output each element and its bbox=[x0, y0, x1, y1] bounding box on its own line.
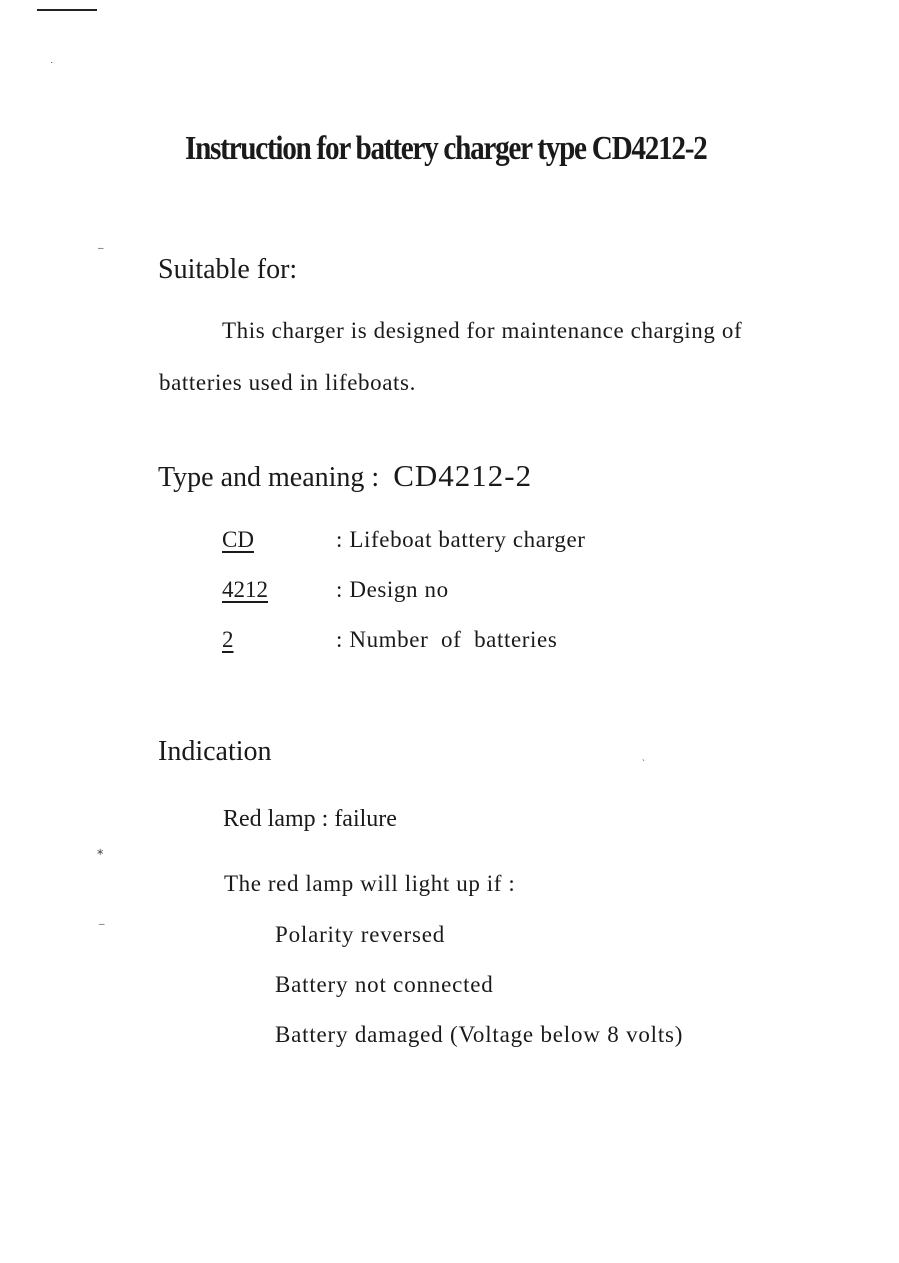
code-key-design: 4212 bbox=[222, 577, 268, 602]
code-key-batteries: 2 bbox=[222, 627, 234, 652]
code-separator: : bbox=[336, 527, 343, 552]
red-lamp-label: Red lamp : failure bbox=[223, 806, 397, 832]
code-meaning: Number of batteries bbox=[349, 627, 558, 652]
type-code: CD4212-2 bbox=[393, 458, 533, 493]
red-lamp-intro: The red lamp will light up if : bbox=[224, 871, 516, 896]
scan-speck: ‒ bbox=[99, 919, 105, 930]
suitable-text-line-2: batteries used in lifeboats. bbox=[159, 370, 416, 395]
code-key-cd: CD bbox=[222, 527, 254, 552]
code-value-batteries bbox=[336, 627, 557, 653]
code-separator: : bbox=[336, 577, 343, 602]
type-heading bbox=[158, 458, 532, 494]
condition-item: Battery damaged (Voltage below 8 volts) bbox=[275, 1022, 684, 1047]
scan-speck: ‒ bbox=[98, 243, 104, 254]
scan-speck: ․ bbox=[50, 55, 54, 66]
code-value-design bbox=[336, 577, 449, 603]
type-heading-label: Type and meaning : bbox=[158, 462, 380, 493]
code-meaning: Design no bbox=[349, 577, 449, 602]
code-meaning: Lifeboat battery charger bbox=[349, 527, 586, 552]
document-title: Instruction for battery charger type CD4212-2 bbox=[185, 130, 707, 167]
scan-edge-mark bbox=[37, 9, 97, 11]
indication-heading: Indication bbox=[158, 736, 272, 767]
code-separator: : bbox=[336, 627, 343, 652]
suitable-text-line-1: This charger is designed for maintenance charging of bbox=[222, 318, 743, 343]
code-value-cd bbox=[336, 527, 586, 553]
condition-item: Polarity reversed bbox=[275, 922, 446, 947]
condition-item: Battery not connected bbox=[275, 972, 494, 997]
suitable-heading: Suitable for: bbox=[158, 254, 298, 285]
scan-speck: ˎ bbox=[642, 751, 646, 762]
scan-speck: ∗ bbox=[96, 847, 105, 858]
